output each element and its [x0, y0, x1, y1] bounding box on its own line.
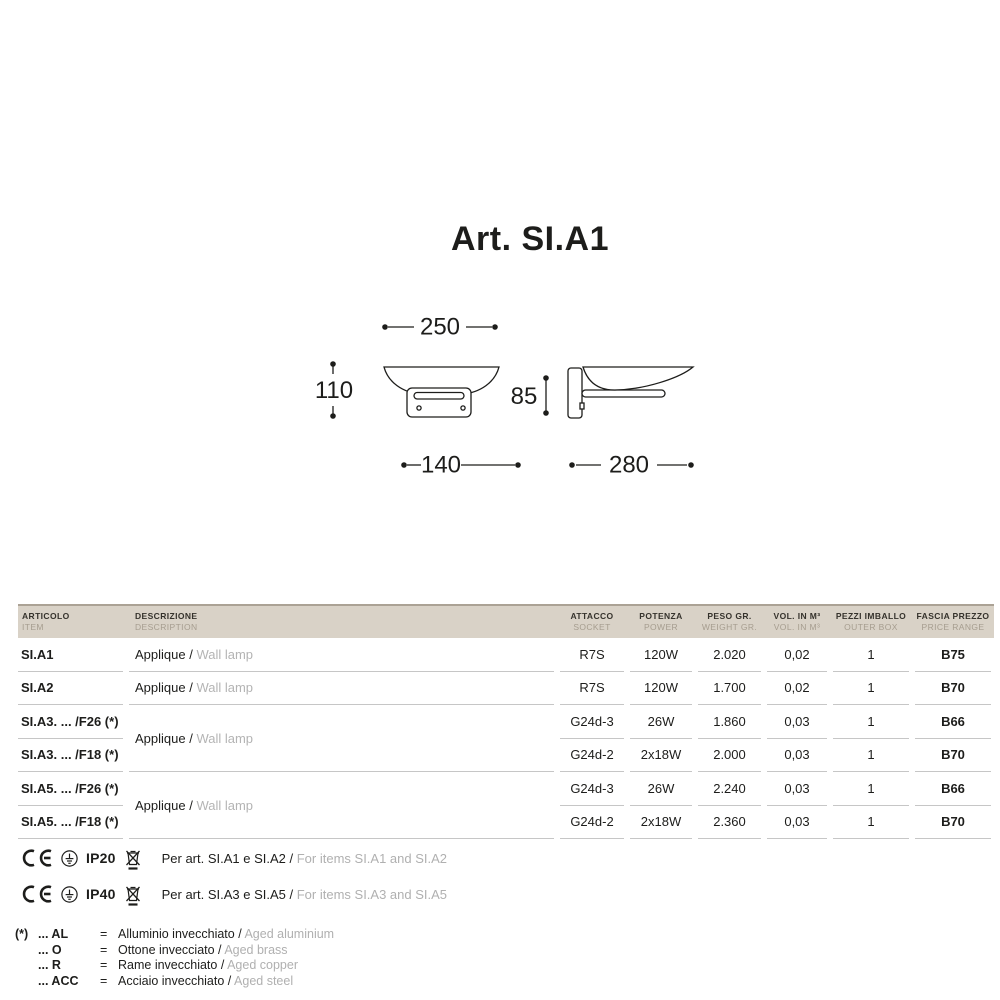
price-range-value: B66 — [915, 705, 991, 739]
article-code: SI.A5. ... /F18 (*) — [18, 806, 123, 840]
certifications-section — [18, 845, 447, 917]
article-code: SI.A5. ... /F26 (*) — [18, 772, 123, 806]
dim-side-depth-label: 280 — [608, 451, 650, 479]
pieces-value: 1 — [833, 638, 909, 672]
material-description: Alluminio invecchiato / Aged aluminium — [118, 927, 335, 941]
weight-value: 1.700 — [698, 672, 761, 706]
header-pezzi: PEZZI IMBALLO OUTER BOX — [835, 611, 907, 633]
side-view-wall-lamp-icon — [568, 367, 693, 418]
power-value: 26W — [630, 772, 692, 806]
dimension-140 — [401, 452, 521, 479]
certification-text: Per art. SI.A1 e SI.A2 / For items SI.A1 and SI.A2 — [161, 850, 448, 866]
footnote-marker: (*) — [15, 927, 29, 941]
price-range-value: B66 — [915, 772, 991, 806]
material-code: ... ACC — [38, 973, 79, 988]
socket-value: R7S — [560, 638, 624, 672]
dim-side-height-label: 85 — [510, 383, 538, 410]
spec-table-body — [18, 638, 994, 839]
weight-value: 2.000 — [698, 739, 761, 773]
pieces-value: 1 — [833, 806, 909, 840]
dimension-110 — [315, 361, 353, 419]
material-code: ... O — [38, 942, 62, 957]
weight-value: 1.860 — [698, 705, 761, 739]
volume-value: 0,03 — [767, 806, 827, 840]
power-value: 2x18W — [630, 739, 692, 773]
weee-crossed-bin-icon — [124, 885, 142, 907]
equals-sign: = — [100, 927, 108, 941]
ip-rating-label: IP40 — [86, 886, 116, 902]
dimension-250 — [382, 314, 498, 341]
weight-value: 2.240 — [698, 772, 761, 806]
dim-front-height-label: 110 — [314, 377, 354, 404]
weee-crossed-bin-icon — [124, 849, 142, 871]
ce-mark-icon — [18, 848, 56, 868]
volume-value: 0,02 — [767, 638, 827, 672]
description-cell-merged: Applique / Wall lamp — [129, 772, 554, 839]
description-cell: Applique / Wall lamp — [129, 672, 554, 706]
certification-row — [18, 881, 447, 907]
technical-drawing — [300, 300, 720, 500]
equals-sign: = — [100, 973, 108, 988]
socket-value: G24d-2 — [560, 806, 624, 840]
page-title: Art. SI.A1 — [450, 220, 610, 258]
class-i-earth-icon — [61, 886, 78, 903]
header-articolo: ARTICOLO ITEM — [22, 611, 70, 633]
material-code: ... R — [38, 958, 61, 972]
volume-value: 0,02 — [767, 672, 827, 706]
footnote-row — [15, 943, 334, 959]
socket-value: R7S — [560, 672, 624, 706]
volume-value: 0,03 — [767, 705, 827, 739]
power-value: 2x18W — [630, 806, 692, 840]
weight-value: 2.020 — [698, 638, 761, 672]
price-range-value: B70 — [915, 739, 991, 773]
volume-value: 0,03 — [767, 739, 827, 773]
power-value: 26W — [630, 705, 692, 739]
socket-value: G24d-2 — [560, 739, 624, 773]
price-range-value: B75 — [915, 638, 991, 672]
footnote-row — [15, 958, 334, 974]
material-description: Rame invecchiato / Aged copper — [118, 958, 298, 972]
certification-row — [18, 845, 447, 871]
socket-value: G24d-3 — [560, 705, 624, 739]
ce-mark-icon — [18, 884, 56, 904]
price-range-value: B70 — [915, 806, 991, 840]
weight-value: 2.360 — [698, 806, 761, 840]
header-attacco: ATTACCO SOCKET — [570, 611, 614, 633]
pieces-value: 1 — [833, 705, 909, 739]
article-code: SI.A1 — [18, 638, 123, 672]
certification-text: Per art. SI.A3 e SI.A5 / For items SI.A3 and SI.A5 — [161, 886, 448, 902]
dim-front-width-label: 250 — [419, 313, 461, 341]
price-range-value: B70 — [915, 672, 991, 706]
ip-rating-label: IP20 — [86, 850, 116, 866]
footnote-row — [15, 974, 334, 990]
material-description: Acciaio invecchiato / Aged steel — [118, 973, 294, 988]
power-value: 120W — [630, 672, 692, 706]
front-view-wall-lamp-icon — [384, 367, 499, 417]
class-i-earth-icon — [61, 850, 78, 867]
dim-front-bottom-label: 140 — [420, 451, 462, 479]
material-footnotes — [15, 927, 334, 989]
equals-sign: = — [100, 942, 108, 957]
equals-sign: = — [100, 958, 108, 972]
volume-value: 0,03 — [767, 772, 827, 806]
article-code: SI.A3. ... /F18 (*) — [18, 739, 123, 773]
material-description: Ottone invecciato / Aged brass — [118, 942, 288, 957]
description-cell: Applique / Wall lamp — [129, 638, 554, 672]
spec-table-header — [18, 604, 994, 638]
pieces-value: 1 — [833, 672, 909, 706]
header-potenza: POTENZA POWER — [639, 611, 683, 633]
header-peso: PESO GR. WEIGHT GR. — [701, 611, 758, 633]
header-volume: VOL. IN M³ VOL. IN M³ — [773, 611, 821, 633]
article-code: SI.A2 — [18, 672, 123, 706]
dimension-85 — [511, 375, 549, 416]
header-fascia: FASCIA PREZZO PRICE RANGE — [916, 611, 990, 633]
article-code: SI.A3. ... /F26 (*) — [18, 705, 123, 739]
header-descrizione: DESCRIZIONE DESCRIPTION — [135, 611, 198, 633]
description-cell-merged: Applique / Wall lamp — [129, 705, 554, 772]
material-code: ... AL — [38, 927, 69, 941]
dimension-280 — [569, 452, 694, 479]
power-value: 120W — [630, 638, 692, 672]
socket-value: G24d-3 — [560, 772, 624, 806]
pieces-value: 1 — [833, 772, 909, 806]
footnote-row — [15, 927, 334, 943]
pieces-value: 1 — [833, 739, 909, 773]
